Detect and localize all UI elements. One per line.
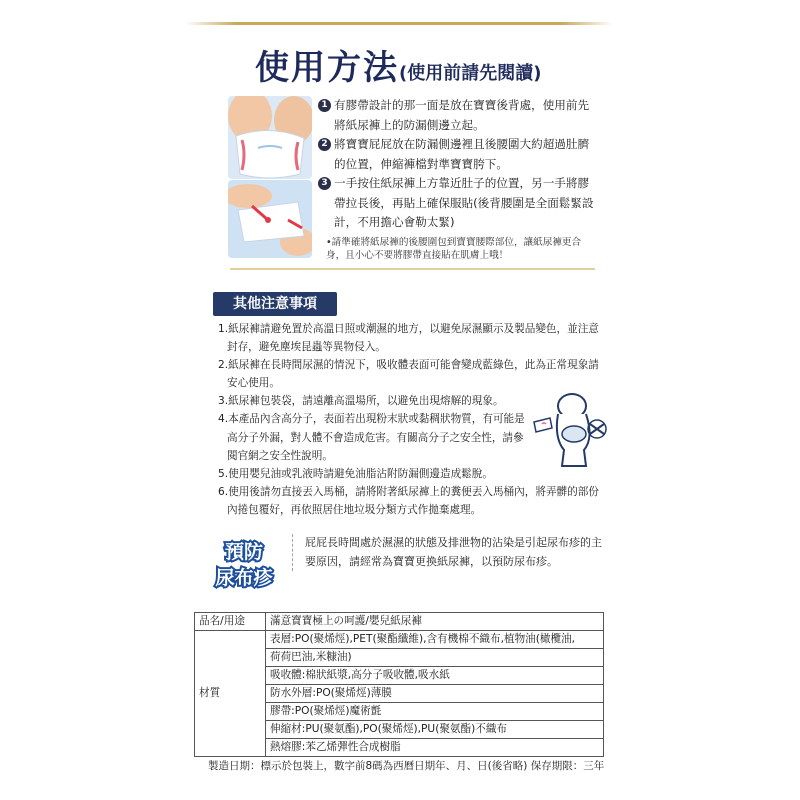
material-cell: 表層:PO(聚烯烴),PET(聚酯纖維),含有機棉不織布,植物油(橄欖油, xyxy=(266,631,604,649)
usage-note: •請準確將紙尿褲的後腰圍包到寶寶腰際部位，讓紙尿褲更合身，且小心不要將膠帶直接貼在肌膚上哦！ xyxy=(326,237,582,261)
spec-table xyxy=(194,612,604,757)
material-cell: 膠帶:PO(聚烯烴)魔術氈 xyxy=(266,703,604,721)
step-3 xyxy=(318,174,598,233)
step-text: 將寶寶屁屁放在防漏側邊裡且後腰圍大約超過肚臍的位置，伸縮褲檔對準寶寶胯下。 xyxy=(334,137,590,171)
product-value: 滿意寶寶極上の呵護/嬰兒紙尿褲 xyxy=(266,613,604,631)
caution-item: 3.紙尿褲包裝袋，請遠離高溫場所，以避免出現熔解的現象。 xyxy=(218,395,504,408)
material-cell: 伸縮材:PU(聚氨酯),PO(聚烯烴),PU(聚氨酯)不織布 xyxy=(266,721,604,739)
material-cell: 吸收體:棉狀紙漿,高分子吸收體,吸水紙 xyxy=(266,667,604,685)
step-number: 1 xyxy=(318,99,331,112)
prevent-diaper-rash-logo xyxy=(210,536,278,592)
title-sub: (使用前請先閱讀) xyxy=(399,63,542,84)
prevent-line1: 預防 xyxy=(224,541,264,563)
page-title xyxy=(255,40,615,89)
product-label: 品名/用途 xyxy=(195,613,266,631)
step-2 xyxy=(318,135,598,174)
table-row xyxy=(195,631,604,649)
usage-steps xyxy=(318,96,598,233)
step-1 xyxy=(318,96,598,135)
caution-item: 2.紙尿褲在長時間尿濕的情況下，吸收體表面可能會變成藍綠色，此為正常現象請安心使用。 xyxy=(218,359,599,390)
material-cell: 荷荷巴油,米糠油) xyxy=(266,649,604,667)
caution-item: 1.紙尿褲請避免置於高溫日照或潮濕的地方，以避免尿濕顯示及製品變色，並注意封存，避免塵埃昆蟲等異物侵入。 xyxy=(218,323,599,354)
step-number: 2 xyxy=(318,138,331,151)
table-row xyxy=(195,613,604,631)
step-text: 有膠帶設計的那一面是放在寶寶後背處，使用前先將紙尿褲上的防漏側邊立起。 xyxy=(334,98,590,132)
material-label: 材質 xyxy=(195,631,266,757)
step-text: 一手按住紙尿褲上方靠近肚子的位置，另一手將膠帶拉長後，再貼上確保服貼(後背腰圍是全面鬆緊設計，不用擔心會勒太緊) xyxy=(334,176,594,229)
prevent-rash-text: 屁屁長時間處於濕濕的狀態及排泄物的沾染是引起尿布疹的主要原因，請經常為寶寶更換紙尿褲，以預防尿布疹。 xyxy=(292,534,610,571)
cautions-heading: 其他注意事項 xyxy=(213,292,337,316)
caution-item: 6.使用後請勿直接丟入馬桶，請將附著紙尿褲上的糞便丟入馬桶內，將弄髒的部份內捲包覆好，再依照居住地垃圾分類方式作拋棄處理。 xyxy=(218,485,599,516)
caution-item: 5.使用嬰兒油或乳液時請避免油脂沾附防漏側邊造成鬆脫。 xyxy=(218,467,493,480)
footer-note: 製造日期：標示於包裝上，數字前8碼為西曆日期年、月、日(後省略) 保存期限：三年 xyxy=(208,760,605,772)
title-main: 使用方法 xyxy=(255,48,399,88)
prevent-line2: 尿布疹 xyxy=(215,567,273,589)
diaper-photo-2 xyxy=(228,180,312,258)
diaper-photo-1 xyxy=(228,96,312,179)
material-cell: 防水外層:PO(聚烯烴)薄膜 xyxy=(266,685,604,703)
material-cell: 熱熔膠:苯乙烯彈性合成樹脂 xyxy=(266,739,604,757)
caution-item: 4.本產品內含高分子，表面若出現粉末狀或黏稠狀物質，有可能是高分子外漏，對人體不會造成危害。有關高分子之安全性，請參閱官網之安全性說明。 xyxy=(218,413,525,462)
no-toilet-disposal-icon xyxy=(528,388,608,472)
step-number: 3 xyxy=(318,177,331,190)
section-divider xyxy=(230,268,595,270)
top-gold-line xyxy=(185,22,613,25)
